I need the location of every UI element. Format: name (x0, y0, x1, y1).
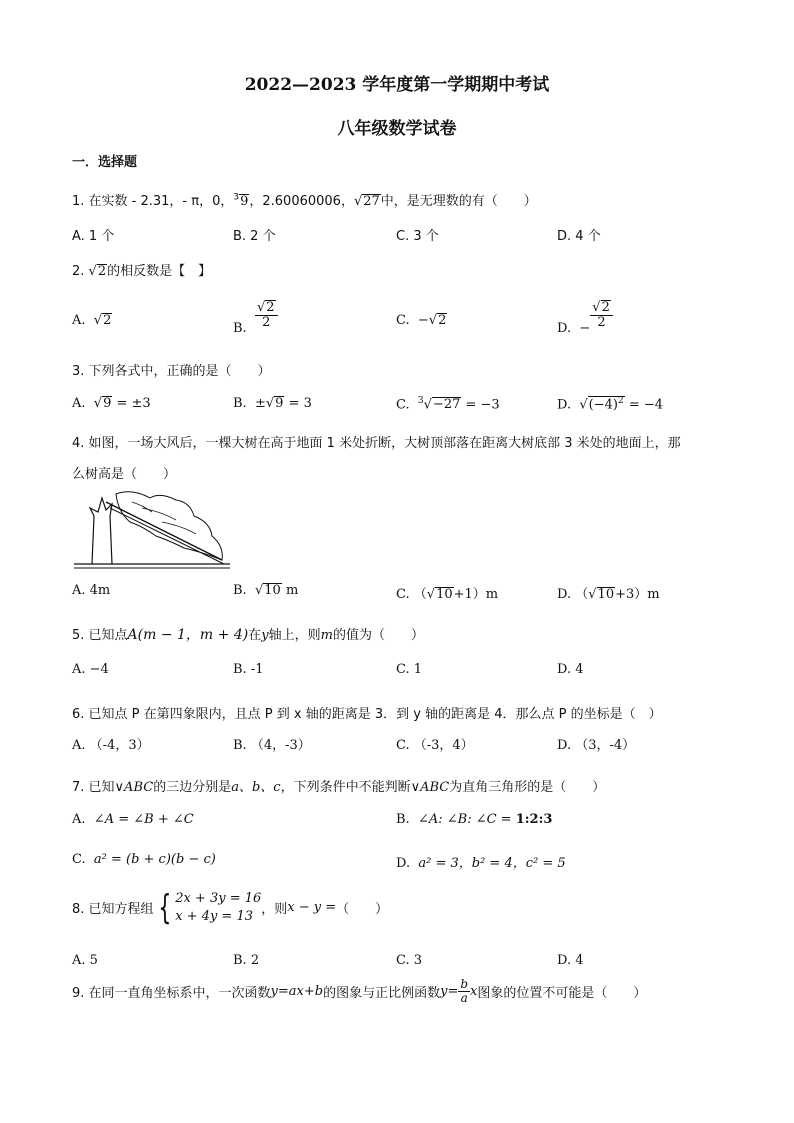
q3-d-exp: 2 (617, 396, 624, 406)
q7-triangle-1: ∨ABC (114, 780, 154, 795)
q1-cube-root: 9 (240, 194, 249, 209)
question-2-stem: 2. √2的相反数是【 】 (72, 264, 212, 279)
q4-option-c[interactable]: C. （√10+1）m (396, 587, 499, 602)
q5-option-d[interactable]: D. 4 (557, 662, 584, 677)
q1-text-b: ，2.60060006， (249, 194, 354, 209)
q3-d-rest: = −4 (628, 397, 664, 413)
q6-option-a[interactable]: A. （-4，3） (72, 738, 150, 753)
q3-c-index: 3 (417, 396, 424, 406)
q7-a-expr: ∠A = ∠B + ∠C (93, 812, 194, 827)
system-brace: { (157, 887, 171, 928)
section-heading: 一．选择题 (72, 155, 138, 170)
q1-text-c: 中，是无理数的有（ ） (380, 194, 537, 209)
q8-text-a: 8. 已知方程组 (72, 902, 154, 918)
q9-text-b: 的图象与正比例函数 (323, 986, 441, 1002)
question-9-stem (72, 978, 646, 1005)
q9-text-a: 9. 在同一直角坐标系中，一次函数 (72, 986, 271, 1002)
q8-eq-1: 2x + 3y = 16 (175, 891, 262, 906)
q2-c-label: C. (396, 313, 410, 328)
q7-b-label: B. (396, 812, 410, 827)
q1-option-a[interactable]: A. 1 个 (72, 229, 115, 244)
q2-d-num: 2 (601, 300, 610, 315)
q3-a-sqrt: 9 (103, 396, 112, 411)
tree-crown (116, 492, 222, 560)
q4-b-label: B. (233, 583, 247, 598)
q4-c-rest: +1）m (453, 587, 499, 602)
q8-text-b: ，则 (261, 902, 288, 918)
q2-text: 的相反数是【 】 (107, 264, 212, 279)
q4-b-unit: m (285, 583, 299, 598)
q2-a-sqrt: 2 (103, 313, 112, 328)
q4-d-sqrt: 10 (597, 587, 615, 602)
q2-b-fraction: $\frac{√2}{2}$ (255, 300, 278, 331)
q5-var: m (320, 628, 333, 643)
q5-option-a[interactable]: A. −4 (72, 662, 109, 677)
q7-text-c: ，下列条件中不能判断 (280, 780, 411, 795)
q8-text-c: （ ） (336, 902, 389, 918)
q7-option-a[interactable] (72, 812, 194, 827)
q3-option-d[interactable]: D. $√(-4)^2 = -4$ (557, 396, 664, 413)
question-3-stem: 3. 下列各式中，正确的是（ ） (72, 364, 271, 379)
q2-b-num: 2 (266, 300, 275, 315)
q4-d-label: D. (557, 587, 572, 602)
q2-option-d[interactable] (557, 300, 613, 336)
q5-text-b: 在 (248, 628, 262, 643)
q4-option-b[interactable]: B. √10 m (233, 583, 299, 598)
q2-b-label: B. (233, 320, 247, 336)
q3-b-sqrt: 9 (275, 396, 284, 411)
q1-root-index: 3 (233, 192, 240, 203)
q9-fraction (458, 978, 470, 1005)
q8-option-b[interactable]: B. 2 (233, 953, 260, 968)
q5-point: A(m − 1，m + 4) (127, 627, 249, 643)
equation-system (175, 890, 261, 925)
q4-c-open: （ (413, 587, 427, 602)
q8-option-a[interactable]: A. 5 (72, 953, 98, 968)
q8-option-c[interactable]: C. 3 (396, 953, 423, 968)
q7-text-b: 的三边分别是 (153, 780, 232, 795)
q3-d-base: (−4) (588, 397, 618, 413)
q1-sqrt: 27 (363, 194, 380, 209)
q3-d-root (588, 396, 625, 412)
q3-c-rest: = −3 (465, 397, 500, 413)
q3-option-c[interactable]: C. $^3$√−27 = −3 (396, 396, 500, 413)
question-4-line-2: 么树高是（ ） (72, 467, 177, 482)
q4-option-a[interactable]: A. 4m (72, 583, 111, 598)
q9-linear-function: y=ax+b (270, 984, 324, 1000)
q1-option-c[interactable]: C. 3 个 (396, 229, 439, 244)
q8-eq-2: x + 4y = 13 (175, 908, 253, 924)
broken-tree-figure (72, 486, 234, 574)
q4-option-d[interactable]: D. （√10+3）m (557, 587, 660, 602)
q5-option-c[interactable]: C. 1 (396, 662, 423, 677)
q1-option-b[interactable]: B. 2 个 (233, 229, 276, 244)
q6-option-c[interactable]: C. （-3，4） (396, 738, 474, 753)
q7-option-d[interactable] (396, 852, 566, 871)
q5-option-b[interactable]: B. -1 (233, 662, 264, 677)
q3-c-label: C. (396, 397, 410, 413)
fallen-trunk-2 (110, 508, 224, 564)
q4-c-label: C. (396, 587, 410, 602)
q1-text-a: 1. 在实数 - 2.31，- π，0， (72, 194, 234, 209)
fallen-trunk (106, 502, 222, 560)
q7-text-d: 为直角三角形的是（ ） (449, 780, 606, 795)
q2-option-b[interactable] (233, 300, 278, 336)
q5-text-d: 的值为（ ） (332, 628, 424, 643)
q7-d-label: D. (396, 856, 411, 871)
q6-option-b[interactable]: B. （4，-3） (233, 738, 311, 753)
q3-b-label: B. (233, 396, 247, 411)
q3-option-b[interactable]: B. ±√9 = 3 (233, 396, 312, 411)
q3-a-rest: = ±3 (116, 396, 151, 411)
q9-f2-pre: y= (440, 984, 459, 1000)
q2-option-a[interactable]: A. √2 (72, 313, 112, 328)
q7-option-c[interactable] (72, 852, 216, 867)
question-7-stem (72, 776, 605, 795)
q2-c-sqrt: 2 (438, 313, 447, 328)
q7-option-b[interactable] (396, 812, 552, 827)
exam-title: 2022—2023 学年度第一学期期中考试 (244, 75, 550, 95)
q7-text-a: 7. 已知 (72, 780, 115, 795)
q7-sides: a、b、c (231, 780, 281, 795)
q3-c-root: −27 (432, 397, 461, 413)
q2-a-label: A. (72, 313, 86, 328)
q2-d-den: 2 (597, 315, 606, 331)
q2-sqrt: 2 (97, 264, 107, 279)
q4-d-open: （ (575, 587, 589, 602)
question-8-stem (72, 887, 389, 928)
q4-c-sqrt: 10 (436, 587, 453, 602)
q9-f2-num: b (460, 977, 469, 991)
q7-a-label: A. (72, 812, 86, 827)
q2-b-den: 2 (262, 315, 271, 331)
q3-d-label: D. (557, 397, 572, 413)
q2-d-fraction: $\frac{√2}{2}$ (590, 300, 613, 331)
q8-option-d[interactable]: D. 4 (557, 953, 584, 968)
question-4-line-1: 4. 如图，一场大风后，一棵大树在高于地面 1 米处折断，大树顶部落在距离大树底部 3 米处的地面上，那 (72, 436, 681, 451)
q5-axis: y (261, 628, 269, 643)
crown-detail (132, 502, 196, 534)
question-6-stem: 6. 已知点 P 在第四象限内，且点 P 到 x 轴的距离是 3．到 y 轴的距离是 4．那么点 P 的坐标是（ ） (72, 707, 662, 722)
q6-option-d[interactable]: D. （3，-4） (557, 738, 636, 753)
exam-subtitle: 八年级数学试卷 (337, 119, 457, 139)
q9-text-c: 图象的位置不可能是（ ） (477, 986, 647, 1002)
question-5-stem (72, 624, 424, 644)
q2-d-label: D. (557, 320, 572, 336)
q3-b-rest: = 3 (288, 396, 312, 411)
q4-b-sqrt: 10 (264, 583, 281, 598)
q5-text-a: 5. 已知点 (72, 628, 128, 643)
q3-option-a[interactable]: A. √9 = ±3 (72, 396, 151, 411)
q7-triangle-2: ∨ABC (410, 780, 450, 795)
q5-text-c: 轴上，则 (268, 628, 321, 643)
q7-c-label: C. (72, 852, 86, 867)
q2-c-sign: − (417, 313, 429, 328)
q7-b-expr: ∠A: ∠B: ∠C = (417, 812, 516, 827)
q7-d-expr: a² = 3，b² = 4，c² = 5 (418, 856, 566, 871)
q9-f2-post: x (470, 984, 478, 1000)
q2-option-c[interactable]: C. −√2 (396, 313, 447, 328)
q4-d-rest: +3）m (615, 587, 660, 602)
q3-a-label: A. (72, 396, 86, 411)
question-1-stem: 1. 在实数 - 2.31，- π，0，$^3$9，2.60060006，√27中，是无理数的有（ ） (72, 192, 537, 209)
q1-option-d[interactable]: D. 4 个 (557, 229, 601, 244)
q7-c-expr: a² = (b + c)(b − c) (93, 852, 216, 867)
tree-trunk (90, 498, 112, 564)
q8-expr: x − y = (287, 900, 337, 916)
q3-b-pm: ± (254, 396, 266, 411)
q7-b-ratio: 1:2:3 (515, 812, 553, 827)
q2-d-sign: − (579, 320, 591, 336)
q2-number: 2. (72, 264, 89, 279)
q9-f2-den: a (460, 991, 468, 1006)
